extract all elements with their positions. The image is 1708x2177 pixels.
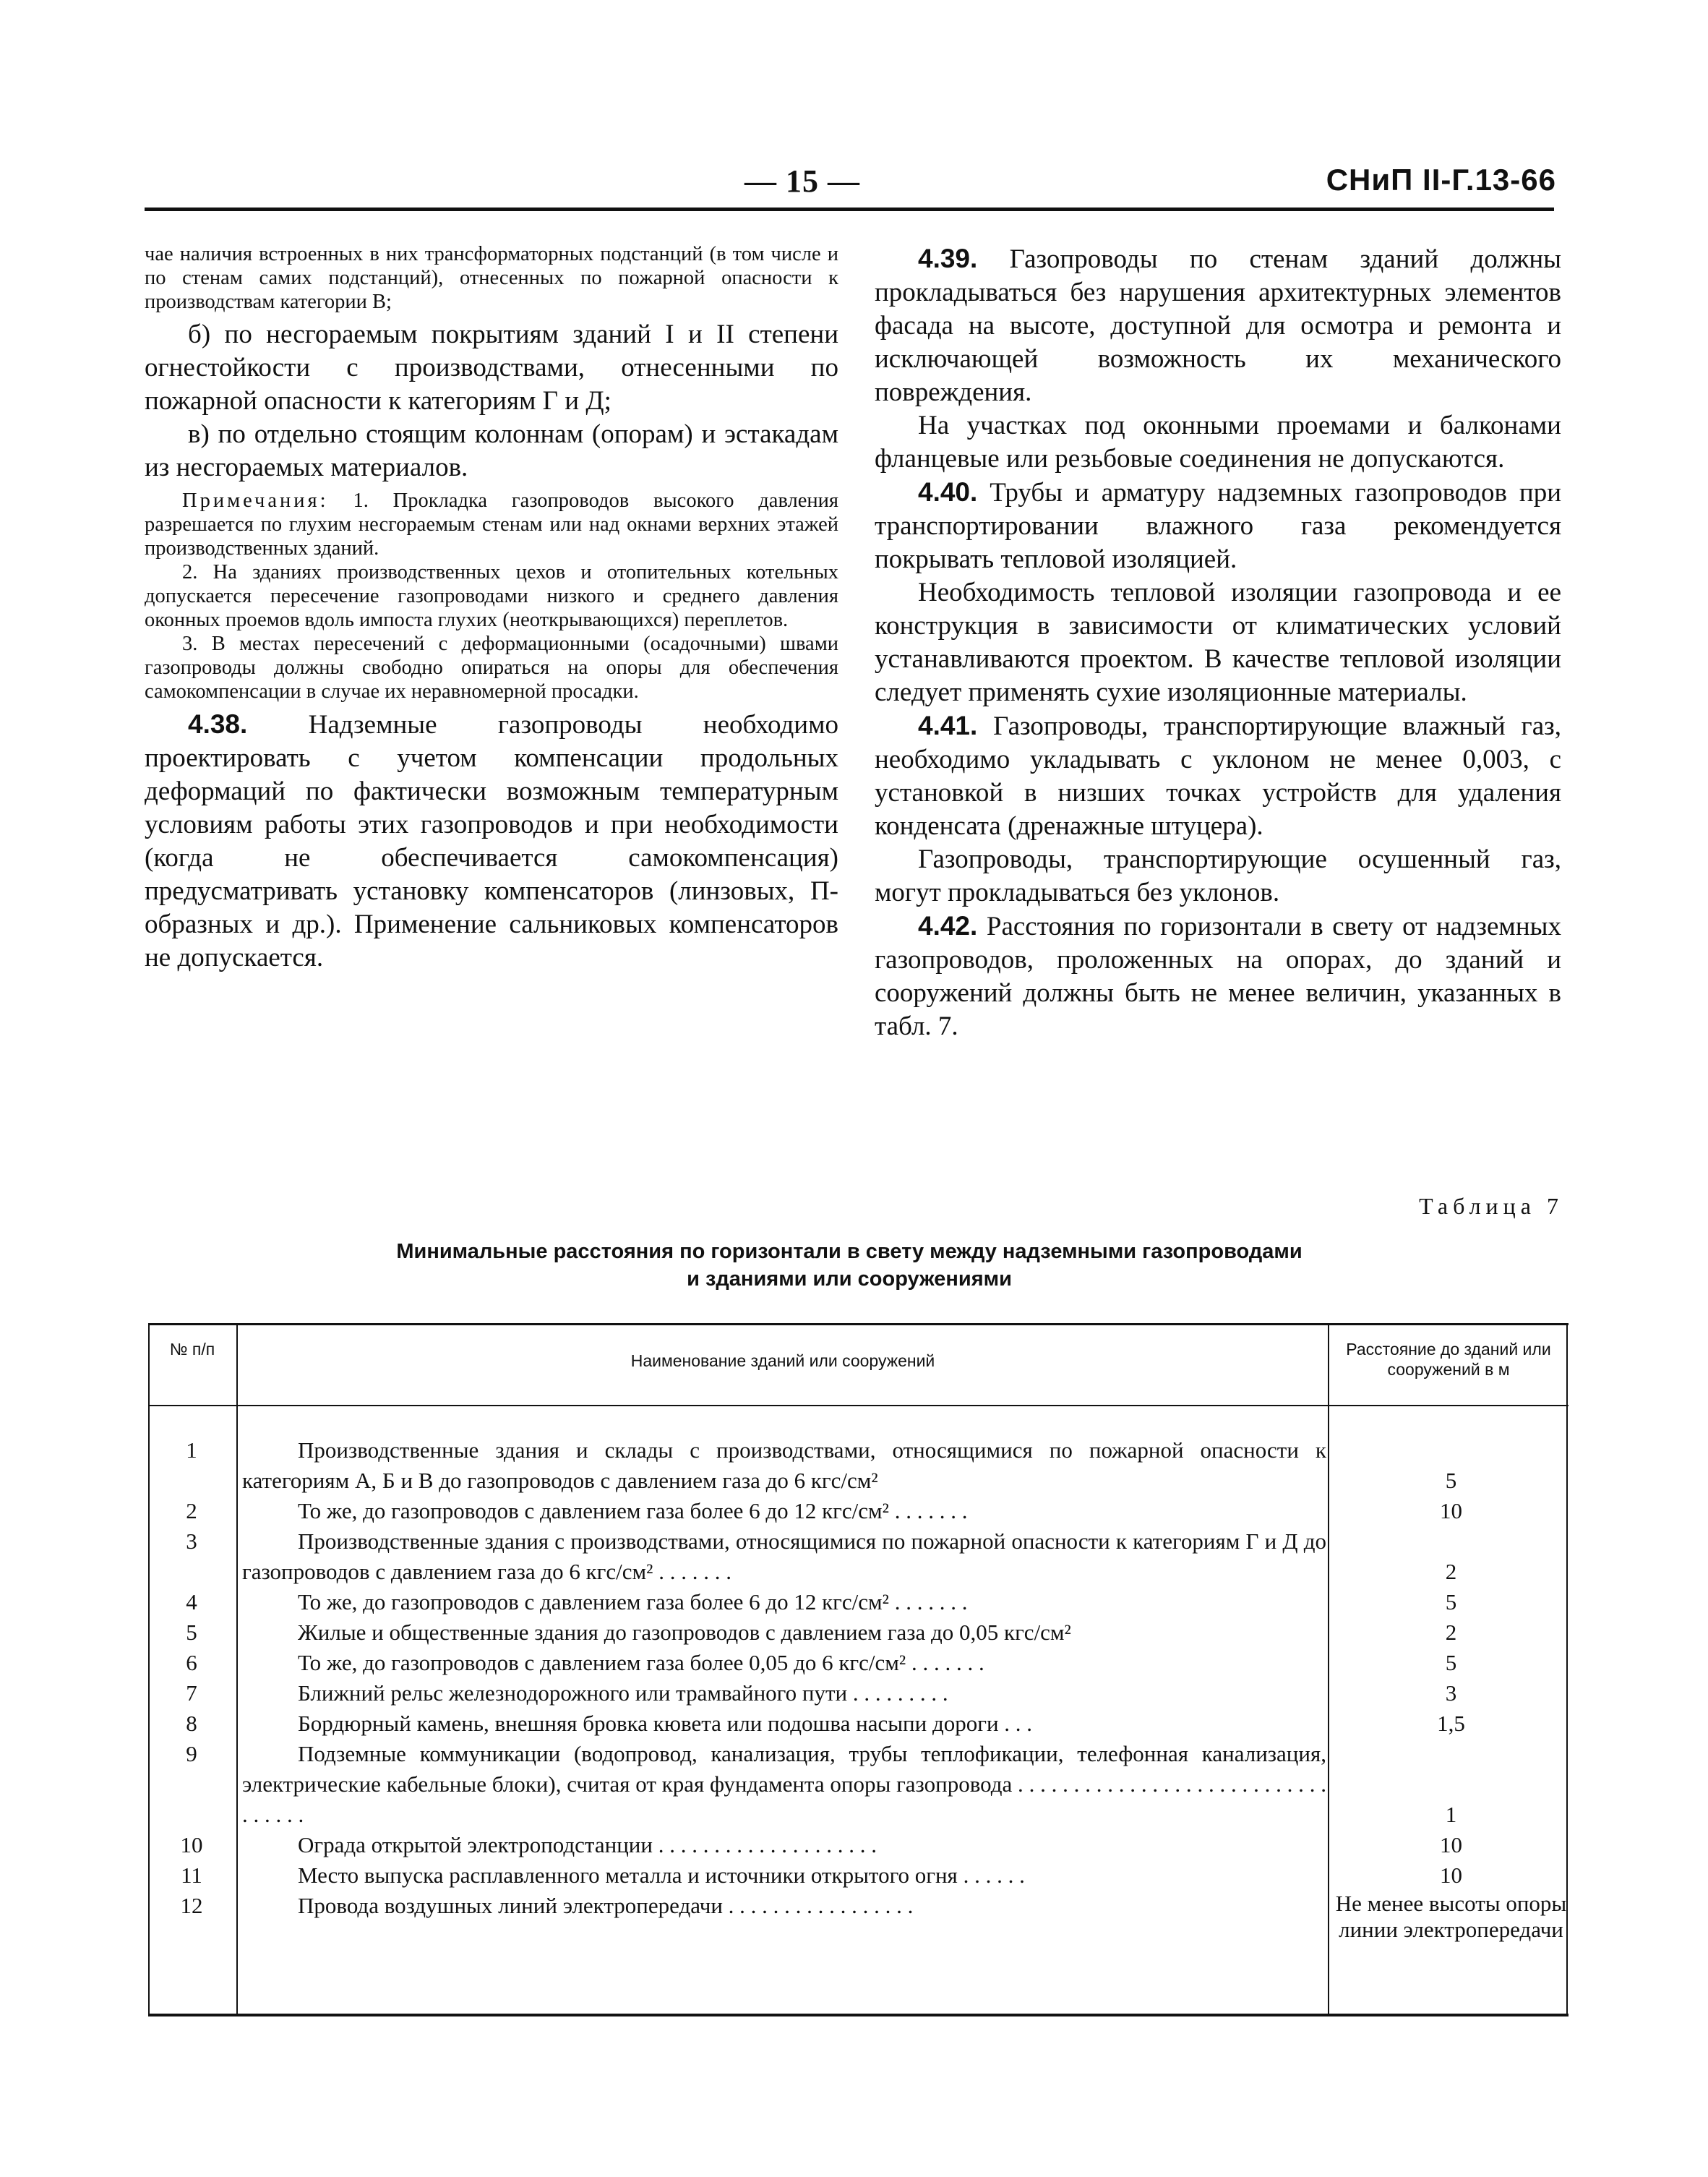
row-number: 3	[186, 1528, 197, 1554]
table-header-divider	[148, 1405, 1568, 1406]
row-name: Бордюрный камень, внешняя бровка кювета или подошва насыпи дороги . . .	[298, 1711, 1033, 1736]
paragraph-4-38: 4.38. Надземные газопроводы необходимо проектировать с учетом компенсации продольных деформаций по фактически возможным температурным условиям работы этих газопроводов и при необходимости (когда не обеспечивается самокомпенсация) предусматривать установку компенсаторов (линзовых, П-образных и др.). Применение сальниковых компенсаторов не допускается.	[145, 709, 839, 972]
row-distance: Не менее высоты опоры линии электропередачи	[1335, 1891, 1567, 1942]
row-number: 12	[180, 1893, 203, 1918]
row-distance: 2	[1445, 1620, 1457, 1645]
section-number: 4.38.	[188, 709, 248, 739]
paragraph-4-42: 4.42. Расстояния по горизонтали в свету от надземных газопроводов, проложенных на опорах, до зданий и сооружений должны быть не менее величин, указанных в табл. 7.	[875, 911, 1561, 1041]
row-number: 4	[186, 1589, 197, 1614]
paragraph-4-41: 4.41. Газопроводы, транспортирующие влажный газ, необходимо укладывать с уклоном не менее 0,003, с установкой в низших точках устройств для удаления конденсата (дренажные штуцера).	[875, 711, 1561, 841]
table-label: Таблица 7	[1419, 1193, 1563, 1219]
table-bottom-border	[148, 2014, 1568, 2016]
note-1: Примечания: 1. Прокладка газопроводов высокого давления разрешается по глухим несгораемым стенам или над окнами верхних этажей производственных зданий.	[145, 489, 839, 560]
row-number: 10	[180, 1832, 203, 1857]
row-number: 8	[186, 1711, 197, 1736]
page-number: — 15 —	[744, 163, 860, 199]
table-row	[148, 1708, 1568, 1739]
header-distance: Расстояние до зданий или сооружений в м	[1346, 1340, 1551, 1379]
table-row	[148, 1860, 1568, 1891]
table-top-border	[148, 1323, 1568, 1325]
row-distance: 5	[1445, 1468, 1457, 1493]
left-column	[145, 242, 838, 975]
row-distance: 1,5	[1437, 1711, 1465, 1736]
row-name: Подземные коммуникации (водопровод, канализация, трубы теплофикации, телефонная канализация, электрические кабельные блоки), считая от края фундамента опоры газопровода . . . . . . . . . . . . . . . . . . . . . . . . . . . . . . . . . .	[242, 1741, 1326, 1827]
section-number: 4.41.	[918, 711, 978, 740]
row-distance: 5	[1445, 1589, 1457, 1614]
row-name: Производственные здания и склады с производствами, относящимися по пожарной опасности к категориям А, Б и В до газопроводов с давлением газа до 6 кгс/см²	[242, 1437, 1326, 1493]
row-name: Ограда открытой электроподстанции . . . . . . . . . . . . . . . . . . . .	[298, 1832, 877, 1857]
row-number: 5	[186, 1620, 197, 1645]
row-name: Провода воздушных линий электропередачи . . . . . . . . . . . . . . . . .	[298, 1893, 914, 1918]
document-code: СНиП II-Г.13-66	[1326, 163, 1556, 197]
section-number: 4.40.	[918, 477, 978, 507]
table-row	[148, 1830, 1568, 1860]
item-b: б) по несгораемым покрытиям зданий I и II степени огнестойкости с производствами, отнесенными по пожарной опасности к категориям Г и Д;	[145, 320, 838, 416]
row-distance: 10	[1440, 1832, 1462, 1857]
row-name: То же, до газопроводов с давлением газа более 0,05 до 6 кгс/см² . . . . . . .	[298, 1650, 984, 1675]
row-distance: 2	[1445, 1559, 1457, 1584]
table-row	[148, 1739, 1568, 1830]
header-name: Наименование зданий или сооружений	[630, 1351, 935, 1370]
table-row	[148, 1678, 1568, 1708]
table-title: Минимальные расстояния по горизонтали в свету между надземными газопроводами и зданиями или сооружениями	[396, 1240, 1303, 1291]
item-v: в) по отдельно стоящим колоннам (опорам) и эстакадам из несгораемых материалов.	[145, 419, 838, 482]
row-name: Производственные здания с производствами, относящимися по пожарной опасности к категориям Г и Д до газопроводов с давлением газа до 6 кгс/см² . . . . . . .	[242, 1528, 1326, 1584]
row-distance: 10	[1440, 1862, 1462, 1888]
row-name: То же, до газопроводов с давлением газа более 6 до 12 кгс/см² . . . . . . .	[298, 1589, 968, 1614]
table-row	[148, 1891, 1568, 1982]
paragraph-4-39-b: На участках под оконными проемами и балконами фланцевые или резьбовые соединения не допускаются.	[875, 411, 1561, 474]
table-row	[148, 1587, 1568, 1617]
row-name: Ближний рельс железнодорожного или трамвайного пути . . . . . . . . .	[298, 1680, 948, 1706]
row-name: То же, до газопроводов с давлением газа более 6 до 12 кгс/см² . . . . . . .	[298, 1498, 968, 1523]
row-name: Жилые и общественные здания до газопроводов с давлением газа до 0,05 кгс/см²	[298, 1620, 1071, 1645]
header-rule	[145, 208, 1554, 211]
page-header	[0, 163, 1708, 206]
row-distance: 3	[1445, 1680, 1457, 1706]
note-3: 3. В местах пересечений с деформационными (осадочными) швами газопроводы должны свободно опираться на опоры для обеспечения самокомпенсации в случае их неравномерной просадки.	[145, 633, 838, 703]
row-distance: 5	[1445, 1650, 1457, 1675]
table-row	[148, 1435, 1568, 1496]
paragraph-4-39: 4.39. Газопроводы по стенам зданий должны прокладываться без нарушения архитектурных элементов фасада на высоте, доступной для осмотра и ремонта и исключающей возможность их механического повреждения.	[875, 244, 1561, 407]
row-number: 2	[186, 1498, 197, 1523]
row-number: 9	[186, 1741, 197, 1766]
row-number: 6	[186, 1650, 197, 1675]
table-row	[148, 1617, 1568, 1648]
section-number: 4.42.	[918, 911, 978, 941]
table-row	[148, 1526, 1568, 1587]
right-column	[875, 242, 1561, 1043]
header-number: № п/п	[169, 1340, 215, 1359]
row-distance: 1	[1445, 1802, 1457, 1827]
row-number: 1	[186, 1437, 197, 1463]
table-body	[148, 1435, 1568, 1982]
row-distance: 10	[1440, 1498, 1462, 1523]
distance-table	[148, 1323, 1568, 2017]
row-number: 7	[186, 1680, 197, 1706]
paragraph-4-40-b: Необходимость тепловой изоляции газопровода и ее конструкция в зависимости от климатических условий устанавливаются проектом. В качестве тепловой изоляции следует применять сухие изоляционные материалы.	[875, 578, 1561, 707]
note-2: 2. На зданиях производственных цехов и отопительных котельных допускается пересечение газопроводами низкого и среднего давления оконных проемов вдоль импоста глухих (неоткрывающихся) переплетов.	[145, 561, 838, 631]
paragraph-4-41-b: Газопроводы, транспортирующие осушенный газ, могут прокладываться без уклонов.	[875, 844, 1561, 907]
table-row	[148, 1648, 1568, 1678]
paragraph-4-40: 4.40. Трубы и арматуру надземных газопроводов при транспортировании влажного газа рекомендуется покрывать тепловой изоляцией.	[875, 477, 1562, 574]
table-row	[148, 1496, 1568, 1526]
notes-label: Примечания:	[182, 489, 329, 512]
row-name: Место выпуска расплавленного металла и источники открытого огня . . . . . .	[298, 1862, 1025, 1888]
continued-paragraph: чае наличия встроенных в них трансформаторных подстанций (в том числе и по стенам самих подстанций), отнесенных по пожарной опасности к производствам категории В;	[145, 243, 838, 313]
row-number: 11	[181, 1862, 202, 1888]
section-number: 4.39.	[918, 244, 978, 273]
